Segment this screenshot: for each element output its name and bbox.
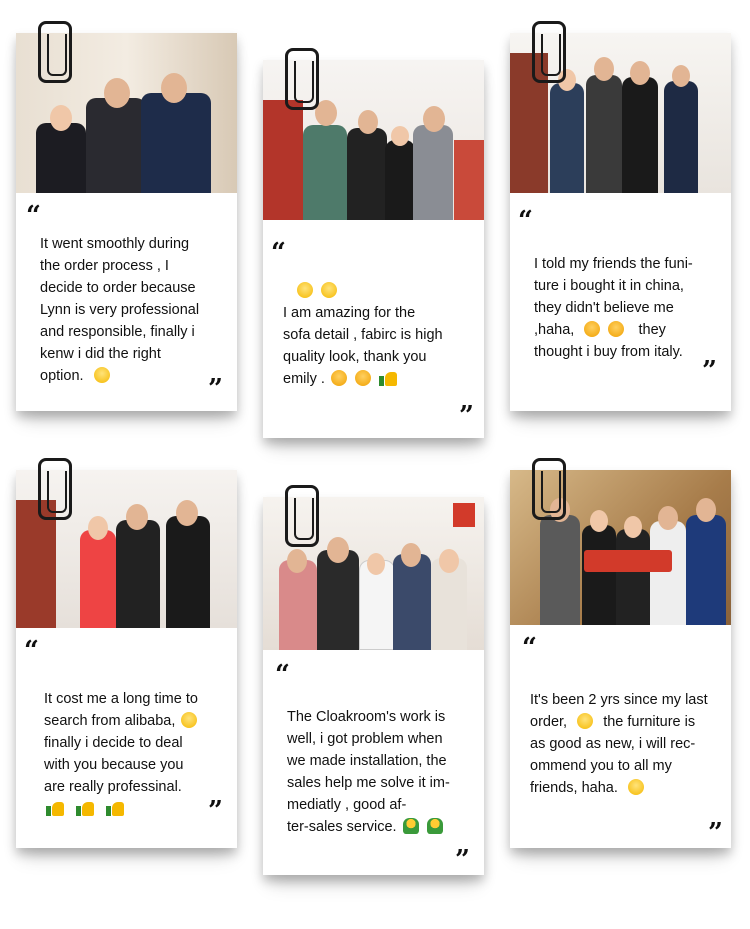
quote-close-mark: ” bbox=[208, 796, 223, 826]
flower-emoji-icon bbox=[403, 818, 419, 834]
quote-close-mark: ” bbox=[455, 845, 470, 875]
smile-emoji-icon bbox=[577, 713, 593, 729]
testimonial-card-2 bbox=[263, 60, 484, 438]
testimonial-card-3 bbox=[510, 33, 731, 411]
thumbs-up-emoji-icon bbox=[379, 370, 397, 386]
quote-close-mark: ” bbox=[702, 356, 717, 386]
smile-emoji-icon bbox=[181, 712, 197, 728]
quote-close-mark: ” bbox=[459, 401, 474, 431]
grin-emoji-icon bbox=[355, 370, 371, 386]
flower-emoji-icon bbox=[427, 818, 443, 834]
testimonial-card-1 bbox=[16, 33, 237, 411]
grin-emoji-icon bbox=[584, 321, 600, 337]
quote-open-mark: “ bbox=[271, 238, 286, 268]
smile-emoji-icon bbox=[628, 779, 644, 795]
quote-close-mark: ” bbox=[208, 374, 223, 404]
smile-emoji-icon bbox=[94, 367, 110, 383]
quote-close-mark: ” bbox=[708, 818, 723, 848]
grin-emoji-icon bbox=[608, 321, 624, 337]
testimonial-text-4: It cost me a long time to search from alibaba, finally i decide to deal with you because you are really professinal. bbox=[44, 666, 234, 820]
thumbs-up-emoji-icon bbox=[46, 800, 64, 816]
thumbs-up-emoji-icon bbox=[76, 800, 94, 816]
quote-open-mark: “ bbox=[24, 636, 39, 666]
testimonial-card-6 bbox=[510, 470, 731, 848]
quote-open-mark: “ bbox=[275, 660, 290, 690]
testimonial-text-5: The Cloakroom's work is well, i got problem when we made installation, the sales help me solve it im- mediatly , good af- ter-sales service. bbox=[287, 709, 450, 835]
quote-open-mark: “ bbox=[26, 201, 41, 231]
testimonial-text-2: I am amazing for the sofa detail , fabirc is high quality look, thank you emily . bbox=[283, 258, 479, 390]
testimonial-text-6: It's been 2 yrs since my last order, the furniture is as good as new, i will rec- ommend you to all my friends, haha. bbox=[530, 692, 708, 796]
thumbs-up-emoji-icon bbox=[106, 800, 124, 816]
testimonial-card-5 bbox=[263, 497, 484, 875]
smile-emoji-icon bbox=[321, 282, 337, 298]
testimonial-text-1: It went smoothly during the order process , I decide to order because Lynn is very professional and responsible, finally i kenw i did the right option. bbox=[40, 236, 200, 384]
testimonial-text-3: I told my friends the funi- ture i bought it in china, they didn't believe me ,haha, they thought i buy from italy. bbox=[534, 256, 693, 360]
testimonial-card-4 bbox=[16, 470, 237, 848]
grin-emoji-icon bbox=[331, 370, 347, 386]
quote-open-mark: “ bbox=[518, 206, 533, 236]
smile-emoji-icon bbox=[297, 282, 313, 298]
quote-open-mark: “ bbox=[522, 633, 537, 663]
